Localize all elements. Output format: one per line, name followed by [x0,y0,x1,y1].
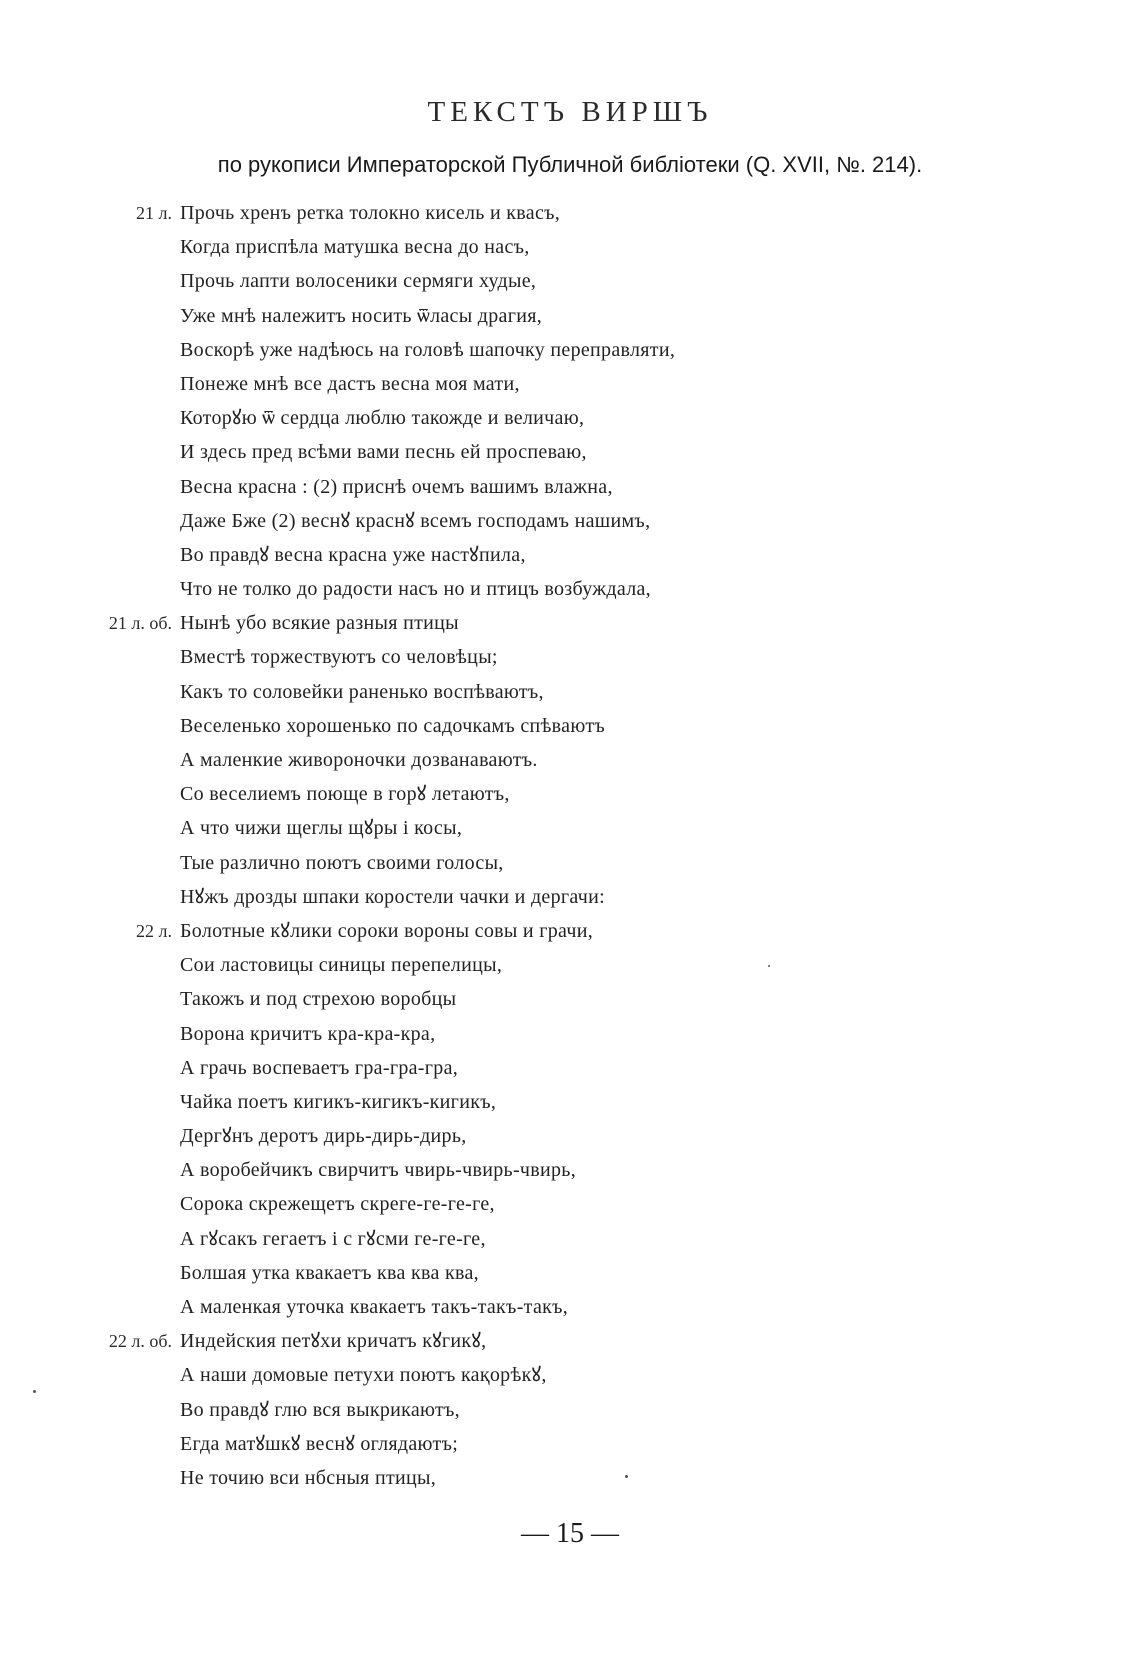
verse-line: Воскорѣ уже надѣюсь на головѣ шапочку переправляти, [180,338,676,361]
verse-row [0,743,1140,777]
folio-reference: 22 л. [136,920,172,941]
verse-line: Веселенько хорошенько по садочкамъ спѣваютъ [180,714,605,737]
verse-line: Не точию вси нбсныя птицы, [180,1466,437,1489]
verse-line: И здесь пред всѣми вами песнь ей проспеваю, [180,441,587,464]
verse-line: А грачь воспеваетъ гра-гра-гра, [180,1056,459,1079]
verse-row [0,1256,1140,1290]
verse-row [0,538,1140,572]
scan-speck [625,1475,628,1478]
verse-row [0,811,1140,845]
verse-row [0,1119,1140,1153]
verse-line: Дергꙋнъ деротъ дирь-дирь-дирь, [180,1125,467,1148]
verse-row [0,914,1140,948]
verse-row [0,230,1140,264]
verse-row [0,777,1140,811]
verse-row [0,264,1140,298]
verse-line: А что чижи щеглы щꙋры і косы, [180,817,463,840]
verse-line: Сорока скрежещетъ скреге-ге-ге-ге, [180,1193,495,1216]
verse-row [0,1393,1140,1427]
verse-line: Понеже мнѣ все дастъ весна моя мати, [180,372,520,395]
verse-row [0,504,1140,538]
verse-line: Даже Бже (2) веснꙋ краснꙋ всемъ господамъ нашимъ, [180,509,651,532]
verse-row [0,675,1140,709]
verse-line: Весна красна : (2) приснѣ очемъ вашимъ влажна, [180,475,613,498]
verse-line: Во правдꙋ глю вся выкрикаютъ, [180,1398,460,1421]
verse-line: Нынѣ убо всякие разныя птицы [180,612,459,635]
verse-line: А маленкие живороночки дозванаваютъ. [180,749,538,771]
scan-speck [33,1390,36,1393]
verse-row [0,640,1140,674]
verse-row [0,435,1140,469]
verse-line: Егда матꙋшкꙋ веснꙋ оглядаютъ; [180,1432,459,1455]
verse-line: Со веселиемъ поюще в горꙋ летаютъ, [180,783,510,806]
verse-line: Уже мнѣ належитъ носить ѿласы драгия, [180,304,543,327]
folio-reference: 22 л. об. [108,1331,172,1352]
verse-row [0,948,1140,982]
verse-row [0,846,1140,880]
verse-row [0,1427,1140,1461]
verse-row [0,606,1140,640]
verse-line: Индейския петꙋхи кричатъ кꙋгикꙋ, [180,1330,487,1353]
verse-row [0,299,1140,333]
folio-reference: 21 л. об. [108,613,172,634]
verse-row [0,1017,1140,1051]
verse-line: А гꙋсакъ гегаетъ і с гꙋсми ге-ге-ге, [180,1227,486,1250]
verse-row [0,1153,1140,1187]
verse-line: Вместѣ торжествуютъ со человѣцы; [180,646,498,669]
verse-row [0,709,1140,743]
verse-line: Которꙋю ѿ сердца люблю такожде и величаю, [180,407,585,430]
verse-line: Болшая утка квакаетъ ква ква ква, [180,1261,479,1284]
verse-row [0,1222,1140,1256]
verse-row [0,880,1140,914]
verse-line: Нꙋжъ дрозды шпаки коростели чачки и дергачи: [180,885,605,908]
verse-line: Прочь лапти волосеники сермяги худые, [180,270,537,293]
verse-row [0,1290,1140,1324]
verse-list [0,196,1140,1495]
verse-line: Чайка поетъ кигикъ-кигикъ-кигикъ, [180,1090,497,1113]
page-title: ТЕКСТЪ ВИРШЪ [427,96,713,128]
verse-row [0,572,1140,606]
verse-row [0,1461,1140,1495]
verse-line: Болотные кꙋлики сороки вороны совы и грачи, [180,919,594,942]
verse-line: Какъ то соловейки раненько воспѣваютъ, [180,680,544,703]
verse-row [0,1051,1140,1085]
verse-line: Что не толко до радости насъ но и птицъ возбуждала, [180,578,651,601]
folio-reference: 21 л. [136,203,172,223]
verse-row [0,1324,1140,1358]
verse-row [0,367,1140,401]
verse-row [0,1187,1140,1221]
verse-line: А воробейчикъ свирчитъ чвирь-чвирь-чвирь, [180,1159,577,1182]
verse-line: Когда приспѣла матушка весна до насъ, [180,236,530,259]
verse-line: Во правдꙋ весна красна уже настꙋпила, [180,543,526,566]
verse-row [0,1358,1140,1392]
verse-line: Тые различно поютъ своими голосы, [180,851,504,874]
scan-speck [768,965,770,967]
verse-line: А маленкая уточка квакаетъ такъ-такъ-такъ, [180,1296,569,1318]
verse-line: А наши домовые петухи поютъ кақорѣкꙋ, [180,1364,547,1387]
verse-line: Сои ластовицы синицы перепелицы, [180,954,503,977]
verse-row [0,470,1140,504]
page-number: — 15 — [521,1518,619,1549]
verse-row [0,401,1140,435]
verse-row [0,196,1140,230]
verse-line: Прочь хренъ ретка толокно кисель и квасъ, [180,202,561,224]
verse-line: Ворона кричитъ кра-кра-кра, [180,1022,436,1045]
page-subtitle: по рукописи Императорской Публичной библіотеки (Q. XVII, №. 214). [217,152,923,177]
verse-row [0,333,1140,367]
verse-row [0,982,1140,1016]
verse-row [0,1085,1140,1119]
verse-line: Такожъ и под стрехою воробцы [180,988,457,1011]
